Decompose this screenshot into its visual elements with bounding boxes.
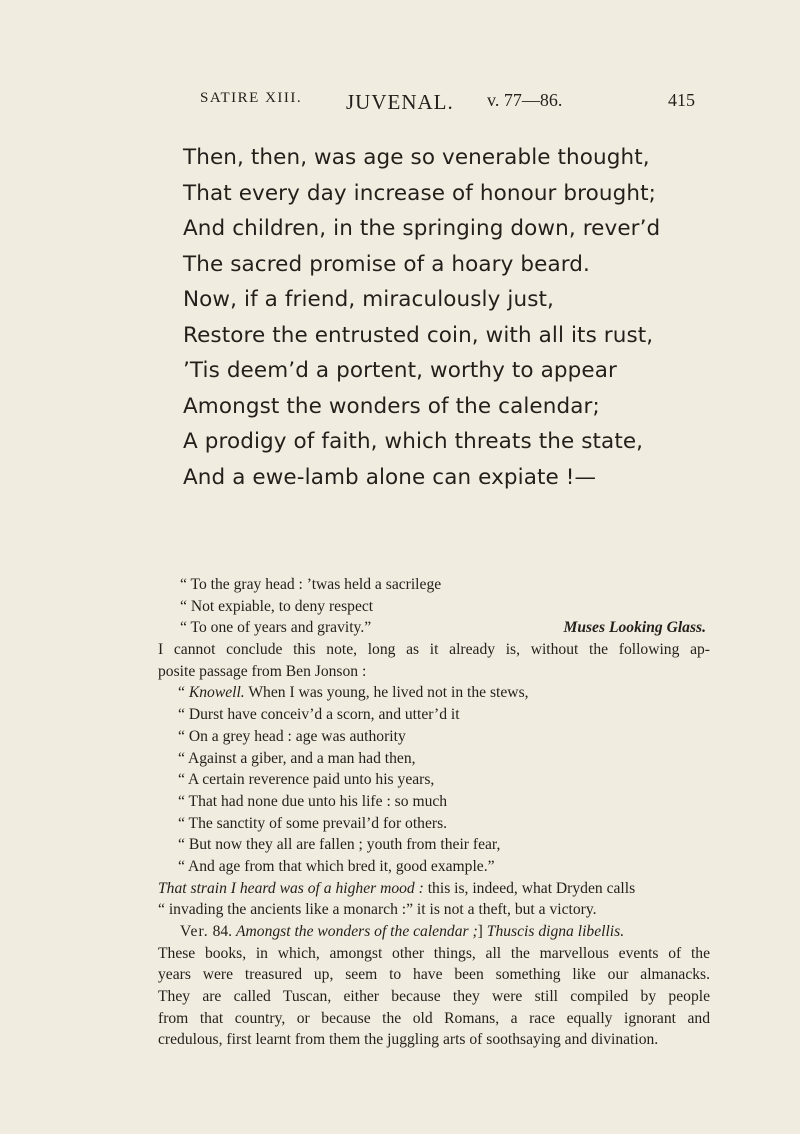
quote-line: “ Durst have conceiv’d a scorn, and utter’d it [178, 706, 460, 724]
quote-line: “ To one of years and gravity.” [180, 619, 372, 637]
note-line: These books, in which, amongst other things, all the marvellous events of the [158, 944, 710, 962]
note-line: posite passage from Ben Jonson : [158, 662, 367, 680]
quote-line-with-source [158, 617, 710, 639]
quote-source: Muses Looking Glass. [563, 619, 706, 637]
poem-line: ’Tis deem’d a portent, worthy to appear [183, 358, 617, 383]
quote-line: “ Not expiable, to deny respect [180, 597, 374, 615]
quote-line: “ That had none due unto his life : so much [178, 792, 448, 810]
quote-line: “ To the gray head : ’twas held a sacrilege [180, 576, 442, 593]
author-name: JUVENAL. [346, 90, 454, 114]
poem-line: Now, if a friend, miraculously just, [183, 287, 554, 312]
note-text: this is, indeed, what Dryden calls [423, 879, 636, 897]
quote-line: “ And age from that which bred it, good example.” [178, 857, 495, 875]
verse-label: Ver. [180, 923, 209, 940]
verse-number: 84. [208, 923, 236, 940]
lemma: That strain I heard was of a higher mood : [158, 879, 424, 897]
page-number: 415 [668, 90, 695, 110]
running-head [200, 90, 695, 120]
quote-line: “ A certain reverence paid unto his years, [178, 771, 435, 789]
poem-line: Then, then, was age so venerable thought, [183, 145, 650, 170]
note-line [158, 921, 710, 943]
note-line: “ invading the ancients like a monarch :” it is not a theft, but a victory. [158, 901, 597, 919]
quote-line: “ Knowell. When I was young, he lived not in the stews, [178, 684, 529, 702]
quote-line: “ The sanctity of some prevail’d for others. [178, 814, 448, 832]
verse-range: v. 77—86. [487, 90, 563, 110]
poem-block [183, 140, 703, 495]
satire-label: SATIRE XIII. [200, 90, 303, 106]
poem-line: And children, in the springing down, rever’d [183, 216, 661, 241]
poem-line: A prodigy of faith, which threats the state, [183, 429, 644, 454]
note-line: from that country, or because the old Romans, a race equally ignorant and [158, 1009, 710, 1027]
poem-line: Amongst the wonders of the calendar; [183, 393, 600, 419]
poem-line: That every day increase of honour brought; [183, 180, 656, 206]
poem-line: Restore the entrusted coin, with all its rust, [183, 322, 654, 348]
quote-text: When I was young, he lived not in the stews, [244, 684, 529, 702]
bracket: ] [477, 923, 487, 940]
note-line: years were treasured up, seem to have been something like our almanacks. [158, 966, 710, 984]
quote-line: “ Against a giber, and a man had then, [178, 749, 416, 767]
quote-line: “ On a grey head : age was authority [178, 727, 406, 745]
note-line: I cannot conclude this note, long as it already is, without the following ap- [158, 641, 710, 659]
footnotes [158, 574, 710, 1051]
note-line [158, 878, 710, 900]
speaker-name: Knowell. [188, 684, 245, 702]
note-line: credulous, first learnt from them the juggling arts of soothsaying and divination. [158, 1031, 659, 1049]
lemma: Amongst the wonders of the calendar ; [235, 923, 478, 940]
latin-text: Thuscis digna libellis. [486, 923, 625, 940]
poem-line: And a ewe-lamb alone can expiate !— [183, 464, 597, 490]
poem-line: The sacred promise of a hoary beard. [183, 251, 590, 277]
note-line: They are called Tuscan, either because they were still compiled by people [158, 988, 710, 1006]
quote-line: “ But now they all are fallen ; youth from their fear, [178, 836, 501, 854]
